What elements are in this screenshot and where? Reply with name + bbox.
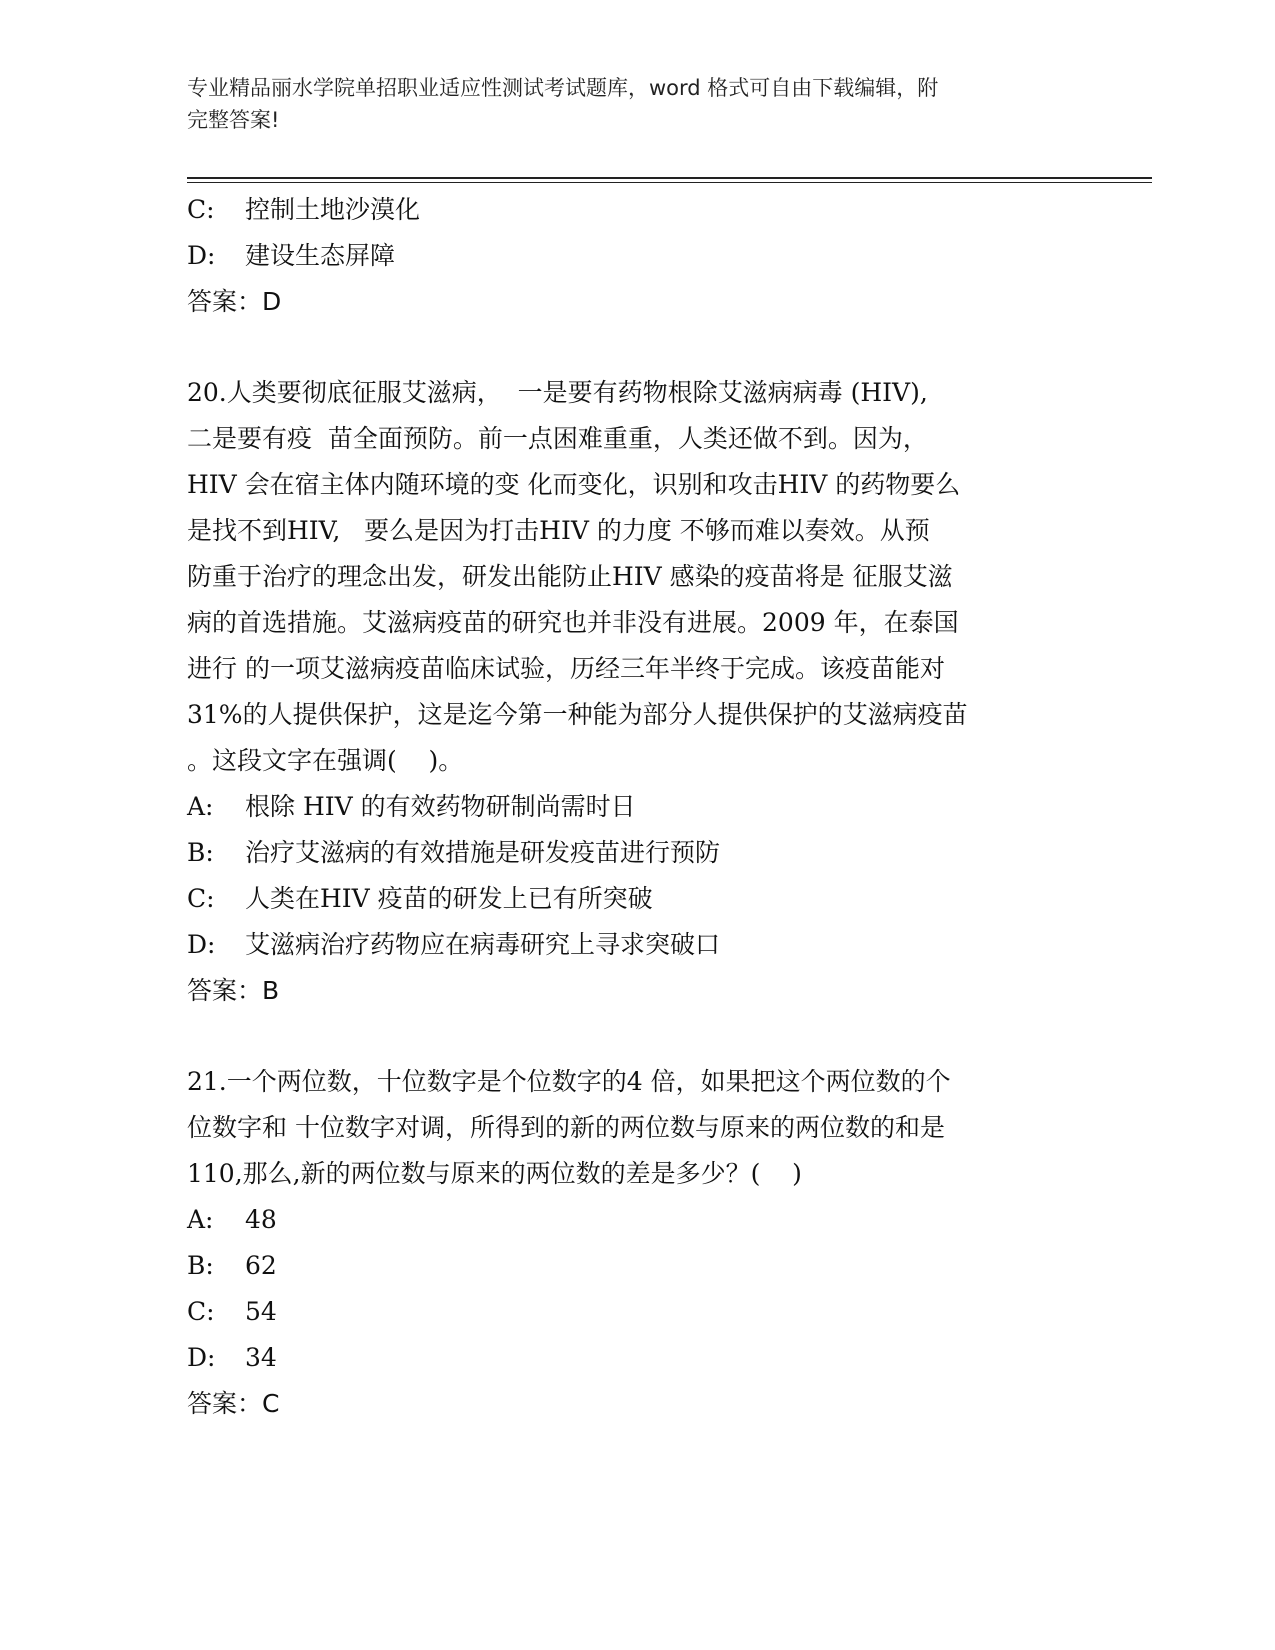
answer-line: 答案：C [187,1389,280,1418]
option-letter: A: [187,792,214,821]
option-letter: A: [187,1205,214,1234]
answer-line: 答案：D [187,287,282,316]
spacer [187,1014,1087,1059]
stem-line: 进行 的一项艾滋病疫苗临床试验，历经三年半终于完成。该疫苗能对 [187,654,945,683]
document-body [187,187,1087,1427]
question-20 [187,370,1087,1014]
stem-line: 110,那么,新的两位数与原来的两位数的差是多少？( ) [187,1159,802,1188]
stem-line: 二是要有疫 苗全面预防。前一点困难重重，人类还做不到。因为， [187,424,928,453]
option-letter: C: [187,884,215,913]
stem-line: 21.一个两位数，十位数字是个位数字的4 倍，如果把这个两位数的个 [187,1067,951,1096]
option-letter: D: [187,930,216,959]
option-letter: B: [187,1251,214,1280]
option-letter: B: [187,838,214,867]
option-d [187,233,1087,279]
option-d [187,1335,1087,1381]
option-text: 建设生态屏障 [245,241,396,270]
option-b [187,830,1087,876]
option-d [187,922,1087,968]
option-text: 34 [245,1343,277,1372]
option-b [187,1243,1087,1289]
stem-line: 31%的人提供保护，这是迄今第一种能为部分人提供保护的艾滋病疫苗 [187,700,968,729]
option-letter: C: [187,1297,215,1326]
header-divider-thin [187,182,1152,183]
option-text: 治疗艾滋病的有效措施是研发疫苗进行预防 [245,838,721,867]
header-line-1: 专业精品丽水学院单招职业适应性测试考试题库，word 格式可自由下载编辑，附 [187,76,939,100]
question-stem [187,1059,1087,1197]
stem-line: 病的首选措施。艾滋病疫苗的研究也并非没有进展。2009 年，在泰国 [187,608,959,637]
option-letter: D: [187,1343,216,1372]
option-text: 控制土地沙漠化 [245,195,421,224]
answer-line: 答案：B [187,976,280,1005]
option-text: 62 [245,1251,277,1280]
option-letter: D: [187,241,216,270]
option-a [187,1197,1087,1243]
option-c [187,187,1087,233]
option-text: 人类在HIV 疫苗的研发上已有所突破 [245,884,653,913]
spacer [187,325,1087,370]
option-text: 根除 HIV 的有效药物研制尚需时日 [245,792,636,821]
option-text: 48 [245,1205,277,1234]
stem-line: 是找不到HIV, 要么是因为打击HIV 的力度 不够而难以奏效。从预 [187,516,930,545]
option-c [187,1289,1087,1335]
option-c [187,876,1087,922]
stem-line: 。这段文字在强调( )。 [187,746,464,775]
question-stem [187,370,1087,784]
stem-line: 位数字和 十位数字对调，所得到的新的两位数与原来的两位数的和是 [187,1113,945,1142]
option-text: 艾滋病治疗药物应在病毒研究上寻求突破口 [245,930,721,959]
stem-line: HIV 会在宿主体内随环境的变 化而变化，识别和攻击HIV 的药物要么 [187,470,961,499]
header-line-2: 完整答案! [187,108,280,132]
document-header [187,72,1067,136]
option-text: 54 [245,1297,277,1326]
stem-line: 20.人类要彻底征服艾滋病， 一是要有药物根除艾滋病病毒 (HIV), [187,378,928,407]
header-divider-thick [187,177,1152,179]
option-letter: C: [187,195,215,224]
prev-question [187,187,1087,325]
stem-line: 防重于治疗的理念出发，研发出能防止HIV 感染的疫苗将是 征服艾滋 [187,562,953,591]
question-21 [187,1059,1087,1427]
option-a [187,784,1087,830]
